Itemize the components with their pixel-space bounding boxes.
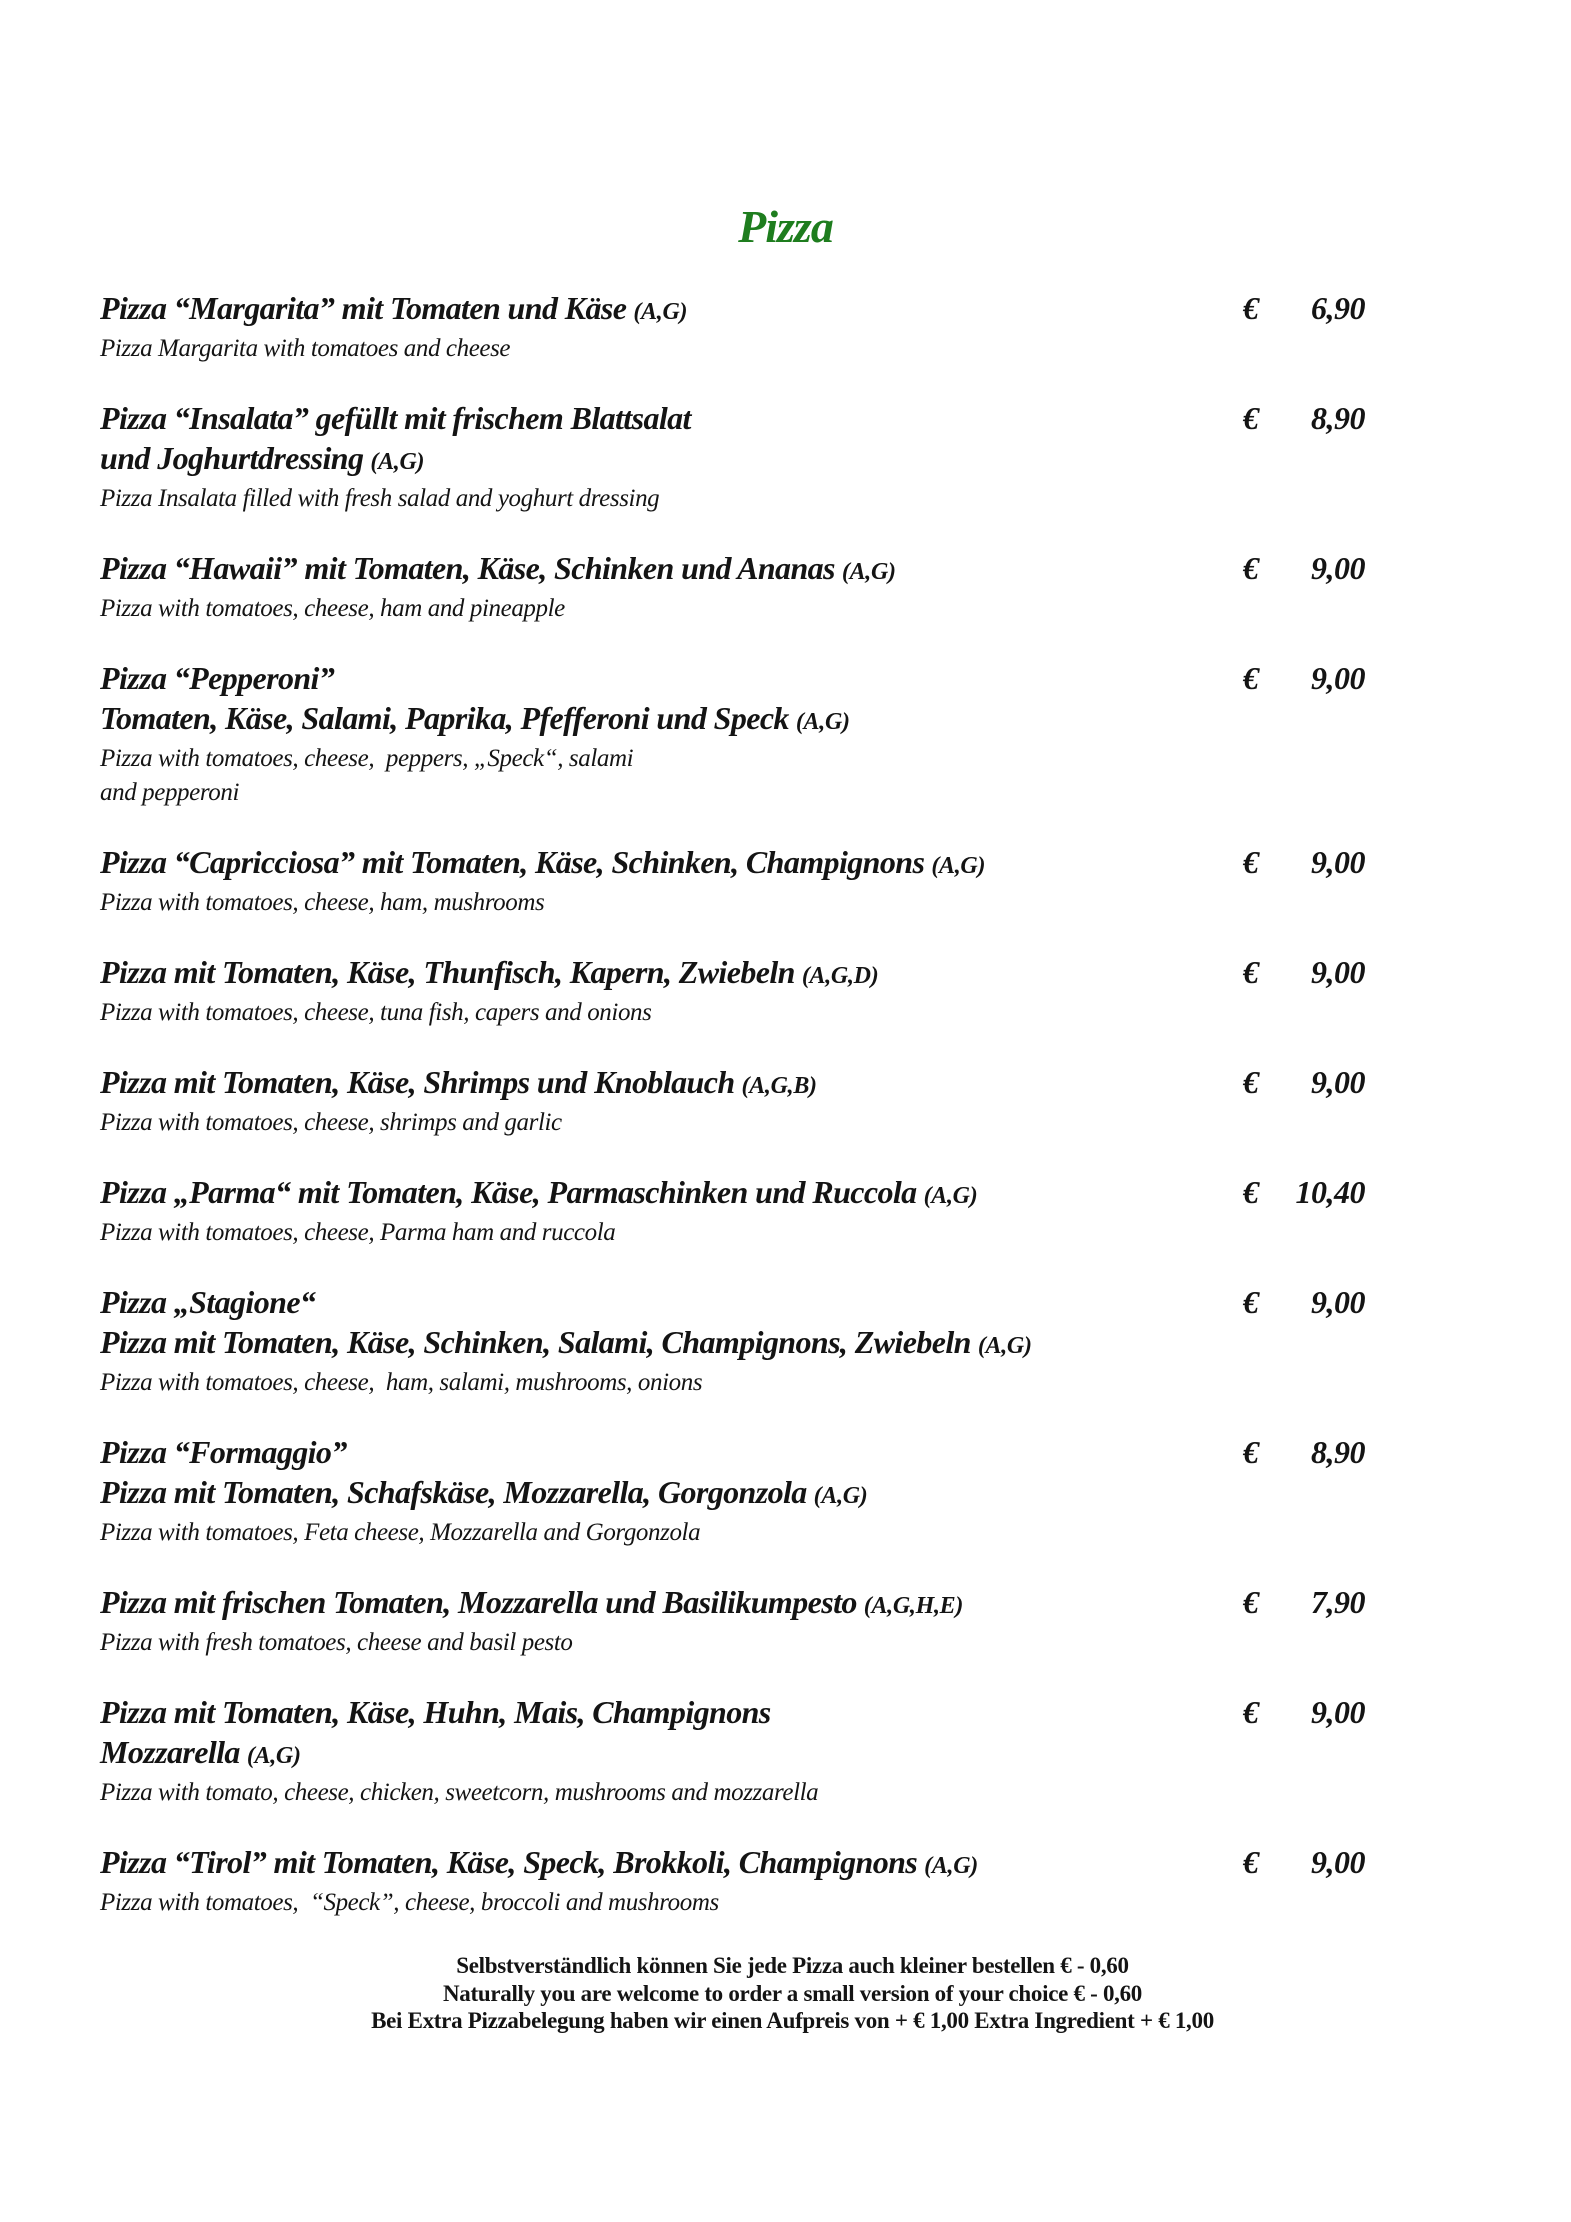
item-price bbox=[1243, 658, 1365, 698]
menu-item-text bbox=[100, 1432, 1243, 1550]
allergen-code: (A,G) bbox=[923, 1183, 978, 1209]
item-title-line bbox=[100, 288, 1243, 332]
item-subtitle-line: and pepperoni bbox=[100, 779, 239, 806]
item-title-text: Tomaten, Käse, Salami, Paprika, Pfefferoni und Speck bbox=[100, 700, 789, 736]
item-title-text: Pizza “Formaggio” bbox=[100, 1434, 347, 1470]
allergen-code: (A,G,B) bbox=[741, 1073, 817, 1099]
item-title-line bbox=[100, 438, 1243, 482]
menu-item bbox=[100, 288, 1365, 366]
item-title-line bbox=[100, 1172, 1243, 1216]
price-amount: 9,00 bbox=[1311, 1284, 1365, 1320]
item-title-line bbox=[100, 1692, 1243, 1732]
allergen-code: (A,G,H,E) bbox=[863, 1593, 964, 1619]
item-subtitle-line: Pizza with tomatoes, “Speck”, cheese, broccoli and mushrooms bbox=[100, 1889, 719, 1916]
price-amount: 10,40 bbox=[1295, 1174, 1365, 1210]
menu-item-text bbox=[100, 1692, 1243, 1810]
menu-items bbox=[100, 288, 1365, 1920]
price-amount: 6,90 bbox=[1311, 290, 1365, 326]
item-title-text: Pizza mit Tomaten, Käse, Huhn, Mais, Champignons bbox=[100, 1694, 771, 1730]
price-amount: 8,90 bbox=[1311, 1434, 1365, 1470]
item-title-line bbox=[100, 1582, 1243, 1626]
menu-item bbox=[100, 548, 1365, 626]
item-title-text: Pizza „Stagione“ bbox=[100, 1284, 316, 1320]
item-title-text: Pizza “Tirol” mit Tomaten, Käse, Speck, Brokkoli, Champignons bbox=[100, 1844, 918, 1880]
menu-item bbox=[100, 658, 1365, 810]
item-title-text: Pizza “Insalata” gefüllt mit frischem Blattsalat bbox=[100, 400, 691, 436]
price-amount: 7,90 bbox=[1311, 1584, 1365, 1620]
menu-item-text bbox=[100, 842, 1243, 920]
item-title-line bbox=[100, 1732, 1243, 1776]
allergen-code: (A,G) bbox=[795, 709, 850, 735]
footer-note: Selbstverständlich können Sie jede Pizza auch kleiner bestellen € - 0,60 bbox=[456, 1953, 1129, 1978]
euro-sign: € bbox=[1243, 1844, 1259, 1880]
price-amount: 9,00 bbox=[1311, 954, 1365, 990]
item-price bbox=[1243, 398, 1365, 438]
euro-sign: € bbox=[1243, 290, 1259, 326]
euro-sign: € bbox=[1243, 1064, 1259, 1100]
allergen-code: (A,G) bbox=[931, 853, 986, 879]
euro-sign: € bbox=[1243, 1584, 1259, 1620]
item-price bbox=[1243, 548, 1365, 588]
item-price bbox=[1243, 1692, 1365, 1732]
euro-sign: € bbox=[1243, 1284, 1259, 1320]
euro-sign: € bbox=[1243, 954, 1259, 990]
item-title-line bbox=[100, 698, 1243, 742]
price-amount: 9,00 bbox=[1311, 844, 1365, 880]
item-subtitle-line: Pizza with tomatoes, cheese, shrimps and garlic bbox=[100, 1109, 562, 1136]
menu-item bbox=[100, 1282, 1365, 1400]
item-price bbox=[1243, 952, 1365, 992]
allergen-code: (A,G) bbox=[841, 559, 896, 585]
item-price bbox=[1243, 288, 1365, 328]
item-subtitle-line: Pizza with tomatoes, Feta cheese, Mozzarella and Gorgonzola bbox=[100, 1519, 701, 1546]
item-title-text: Pizza mit Tomaten, Schafskäse, Mozzarella, Gorgonzola bbox=[100, 1474, 807, 1510]
price-amount: 9,00 bbox=[1311, 660, 1365, 696]
item-price bbox=[1243, 1172, 1365, 1212]
price-amount: 9,00 bbox=[1311, 550, 1365, 586]
allergen-code: (A,G) bbox=[246, 1743, 301, 1769]
item-price bbox=[1243, 842, 1365, 882]
item-title-text: Pizza mit Tomaten, Käse, Schinken, Salami, Champignons, Zwiebeln bbox=[100, 1324, 971, 1360]
euro-sign: € bbox=[1243, 844, 1259, 880]
item-title-text: Pizza „Parma“ mit Tomaten, Käse, Parmaschinken und Ruccola bbox=[100, 1174, 917, 1210]
item-title-text: Pizza mit frischen Tomaten, Mozzarella und Basilikumpesto bbox=[100, 1584, 857, 1620]
item-title-text: und Joghurtdressing bbox=[100, 440, 364, 476]
item-subtitle-line: Pizza with tomatoes, cheese, ham, salami, mushrooms, onions bbox=[100, 1369, 703, 1396]
item-subtitle-line: Pizza Margarita with tomatoes and cheese bbox=[100, 335, 511, 362]
menu-item bbox=[100, 1842, 1365, 1920]
menu-item bbox=[100, 398, 1365, 516]
menu-item-text bbox=[100, 1062, 1243, 1140]
item-title-text: Pizza “Margarita” mit Tomaten und Käse bbox=[100, 290, 627, 326]
item-price bbox=[1243, 1582, 1365, 1622]
price-amount: 9,00 bbox=[1311, 1064, 1365, 1100]
item-subtitle-line: Pizza with tomatoes, cheese, tuna fish, capers and onions bbox=[100, 999, 652, 1026]
euro-sign: € bbox=[1243, 1694, 1259, 1730]
item-title-line bbox=[100, 398, 1243, 438]
menu-item bbox=[100, 1062, 1365, 1140]
item-subtitle-line: Pizza Insalata filled with fresh salad and yoghurt dressing bbox=[100, 485, 660, 512]
page-title: Pizza bbox=[738, 201, 833, 252]
item-price bbox=[1243, 1842, 1365, 1882]
item-title-text: Pizza “Pepperoni” bbox=[100, 660, 335, 696]
item-subtitle-line: Pizza with tomatoes, cheese, Parma ham and ruccola bbox=[100, 1219, 616, 1246]
euro-sign: € bbox=[1243, 550, 1259, 586]
item-title-line bbox=[100, 1472, 1243, 1516]
price-amount: 9,00 bbox=[1311, 1694, 1365, 1730]
allergen-code: (A,G) bbox=[977, 1333, 1032, 1359]
item-title-line bbox=[100, 1282, 1243, 1322]
menu-item-text bbox=[100, 658, 1243, 810]
footer-note: Naturally you are welcome to order a small version of your choice € - 0,60 bbox=[443, 1980, 1142, 2006]
item-title-line bbox=[100, 658, 1243, 698]
item-subtitle-line: Pizza with tomatoes, cheese, peppers, „Speck“, salami bbox=[100, 745, 634, 772]
menu-item bbox=[100, 1172, 1365, 1250]
menu-item bbox=[100, 1582, 1365, 1660]
footer-notes bbox=[7, 1952, 1571, 2035]
menu-item-text bbox=[100, 1842, 1243, 1920]
allergen-code: (A,G) bbox=[924, 1853, 978, 1879]
item-subtitle-line: Pizza with tomato, cheese, chicken, sweetcorn, mushrooms and mozzarella bbox=[100, 1779, 819, 1806]
menu-item-text bbox=[100, 398, 1243, 516]
allergen-code: (A,G) bbox=[370, 449, 425, 475]
item-title-line bbox=[100, 842, 1243, 886]
item-title-text: Pizza mit Tomaten, Käse, Shrimps und Knoblauch bbox=[100, 1064, 735, 1100]
item-title-line bbox=[100, 1062, 1243, 1106]
menu-item-text bbox=[100, 288, 1243, 366]
allergen-code: (A,G) bbox=[633, 299, 688, 325]
menu-item bbox=[100, 952, 1365, 1030]
item-title-line bbox=[100, 1432, 1243, 1472]
allergen-code: (A,G,D) bbox=[801, 963, 879, 989]
menu-item-text bbox=[100, 548, 1243, 626]
footer-note: Bei Extra Pizzabelegung haben wir einen Aufpreis von + € 1,00 Extra Ingredient + € 1,00 bbox=[371, 2008, 1214, 2033]
item-price bbox=[1243, 1432, 1365, 1472]
item-title-line bbox=[100, 1322, 1243, 1366]
item-title-text: Pizza “Capricciosa” mit Tomaten, Käse, Schinken, Champignons bbox=[100, 844, 925, 880]
price-amount: 9,00 bbox=[1311, 1844, 1365, 1880]
price-amount: 8,90 bbox=[1311, 400, 1365, 436]
menu-item-text bbox=[100, 1172, 1243, 1250]
euro-sign: € bbox=[1243, 1174, 1259, 1210]
euro-sign: € bbox=[1243, 660, 1259, 696]
menu-item bbox=[100, 1432, 1365, 1550]
menu-item bbox=[100, 842, 1365, 920]
euro-sign: € bbox=[1243, 1434, 1259, 1470]
euro-sign: € bbox=[1243, 400, 1259, 436]
item-subtitle-line: Pizza with fresh tomatoes, cheese and basil pesto bbox=[100, 1629, 573, 1656]
menu-item bbox=[100, 1692, 1365, 1810]
allergen-code: (A,G) bbox=[813, 1483, 868, 1509]
item-price bbox=[1243, 1062, 1365, 1102]
menu-item-text bbox=[100, 1282, 1243, 1400]
item-title-text: Pizza mit Tomaten, Käse, Thunfisch, Kapern, Zwiebeln bbox=[100, 954, 795, 990]
item-subtitle-line: Pizza with tomatoes, cheese, ham, mushrooms bbox=[100, 889, 545, 916]
item-title-text: Mozzarella bbox=[100, 1734, 240, 1770]
item-title-line bbox=[100, 1842, 1243, 1886]
item-price bbox=[1243, 1282, 1365, 1322]
item-subtitle-line: Pizza with tomatoes, cheese, ham and pineapple bbox=[100, 595, 565, 622]
item-title-text: Pizza “Hawaii” mit Tomaten, Käse, Schinken und Ananas bbox=[100, 550, 835, 586]
menu-item-text bbox=[100, 952, 1243, 1030]
item-title-line bbox=[100, 952, 1243, 996]
item-title-line bbox=[100, 548, 1243, 592]
menu-item-text bbox=[100, 1582, 1243, 1660]
